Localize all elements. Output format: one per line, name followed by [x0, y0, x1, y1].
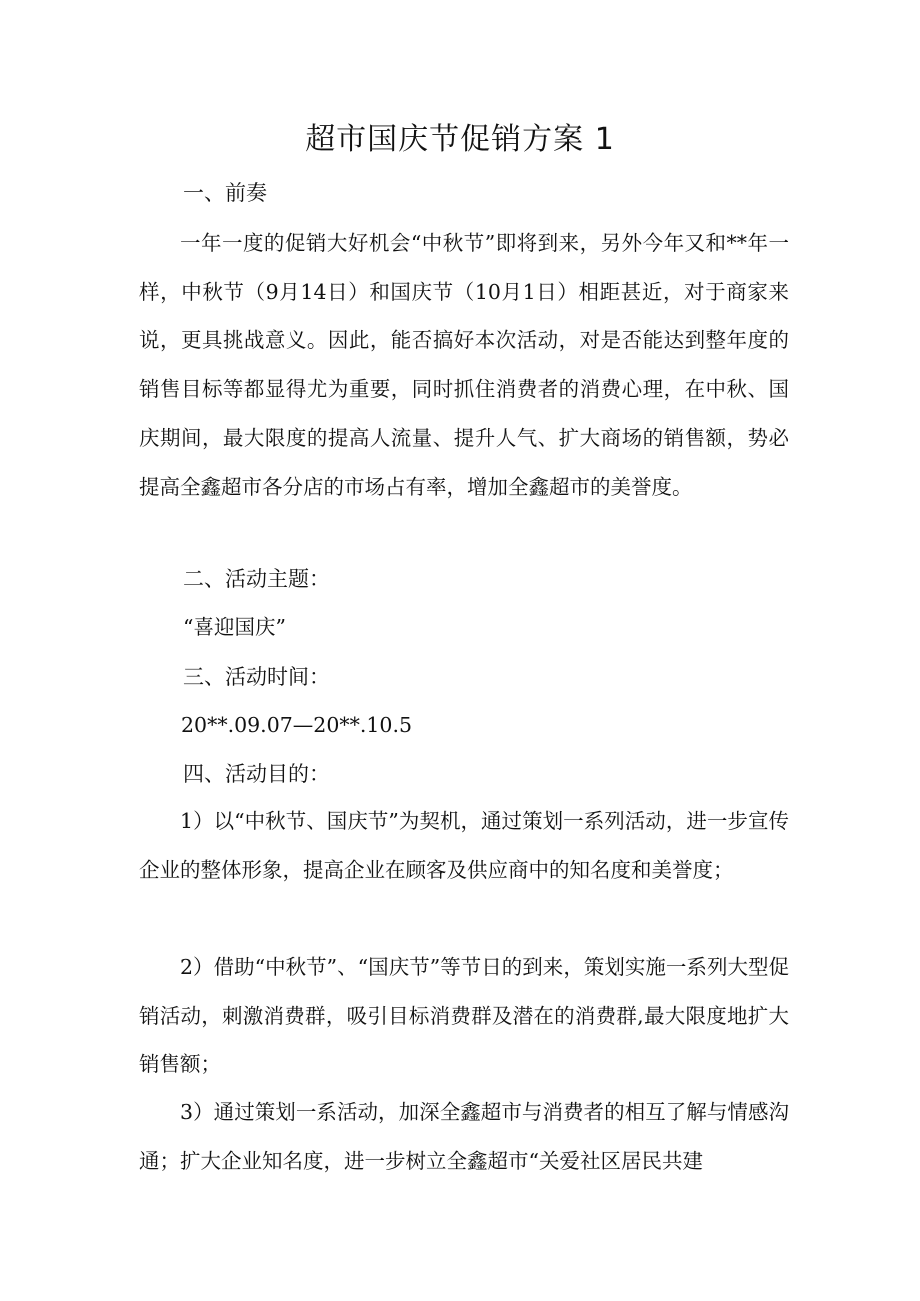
purpose-item: 3）通过策划一系活动，加深全鑫超市与消费者的相互了解与情感沟通；扩大企业知名度，进一步树立全鑫超市“关爱社区居民共建 — [139, 1100, 789, 1173]
theme-text: “喜迎国庆” — [183, 615, 286, 639]
document-title: 超市国庆节促销方案 1 — [305, 122, 615, 157]
prelude-paragraph: 一年一度的促销大好机会“中秋节”即将到来，另外今年又和**年一样，中秋节（9月14日）和国庆节（10月1日）相距甚近，对于商家来说，更具挑战意义。因此，能否搞好本次活动，对是否能达到整年度的销售目标等都显得尤为重要，同时抓住消费者的消费心理，在中秋、国庆期间，最大限度的提高人流量、提升人气、扩大商场的销售额，势必提高全鑫超市各分店的市场占有率，增加全鑫超市的美誉度。 — [139, 231, 789, 499]
section-heading-theme: 二、活动主题： — [183, 567, 330, 591]
time-text: 20**.09.07—20**.10.5 — [181, 713, 413, 737]
purpose-item: 2）借助“中秋节”、“国庆节”等节日的到来，策划实施一系列大型促销活动，刺激消费群，吸引目标消费群及潜在的消费群,最大限度地扩大销售额； — [139, 955, 789, 1077]
section-heading-purpose: 四、活动目的： — [183, 762, 330, 786]
section-heading-prelude: 一、前奏 — [183, 181, 267, 205]
purpose-item: 1）以“中秋节、国庆节”为契机，通过策划一系列活动，进一步宣传企业的整体形象，提高企业在顾客及供应商中的知名度和美誉度； — [139, 809, 789, 882]
section-heading-time: 三、活动时间： — [183, 665, 330, 689]
